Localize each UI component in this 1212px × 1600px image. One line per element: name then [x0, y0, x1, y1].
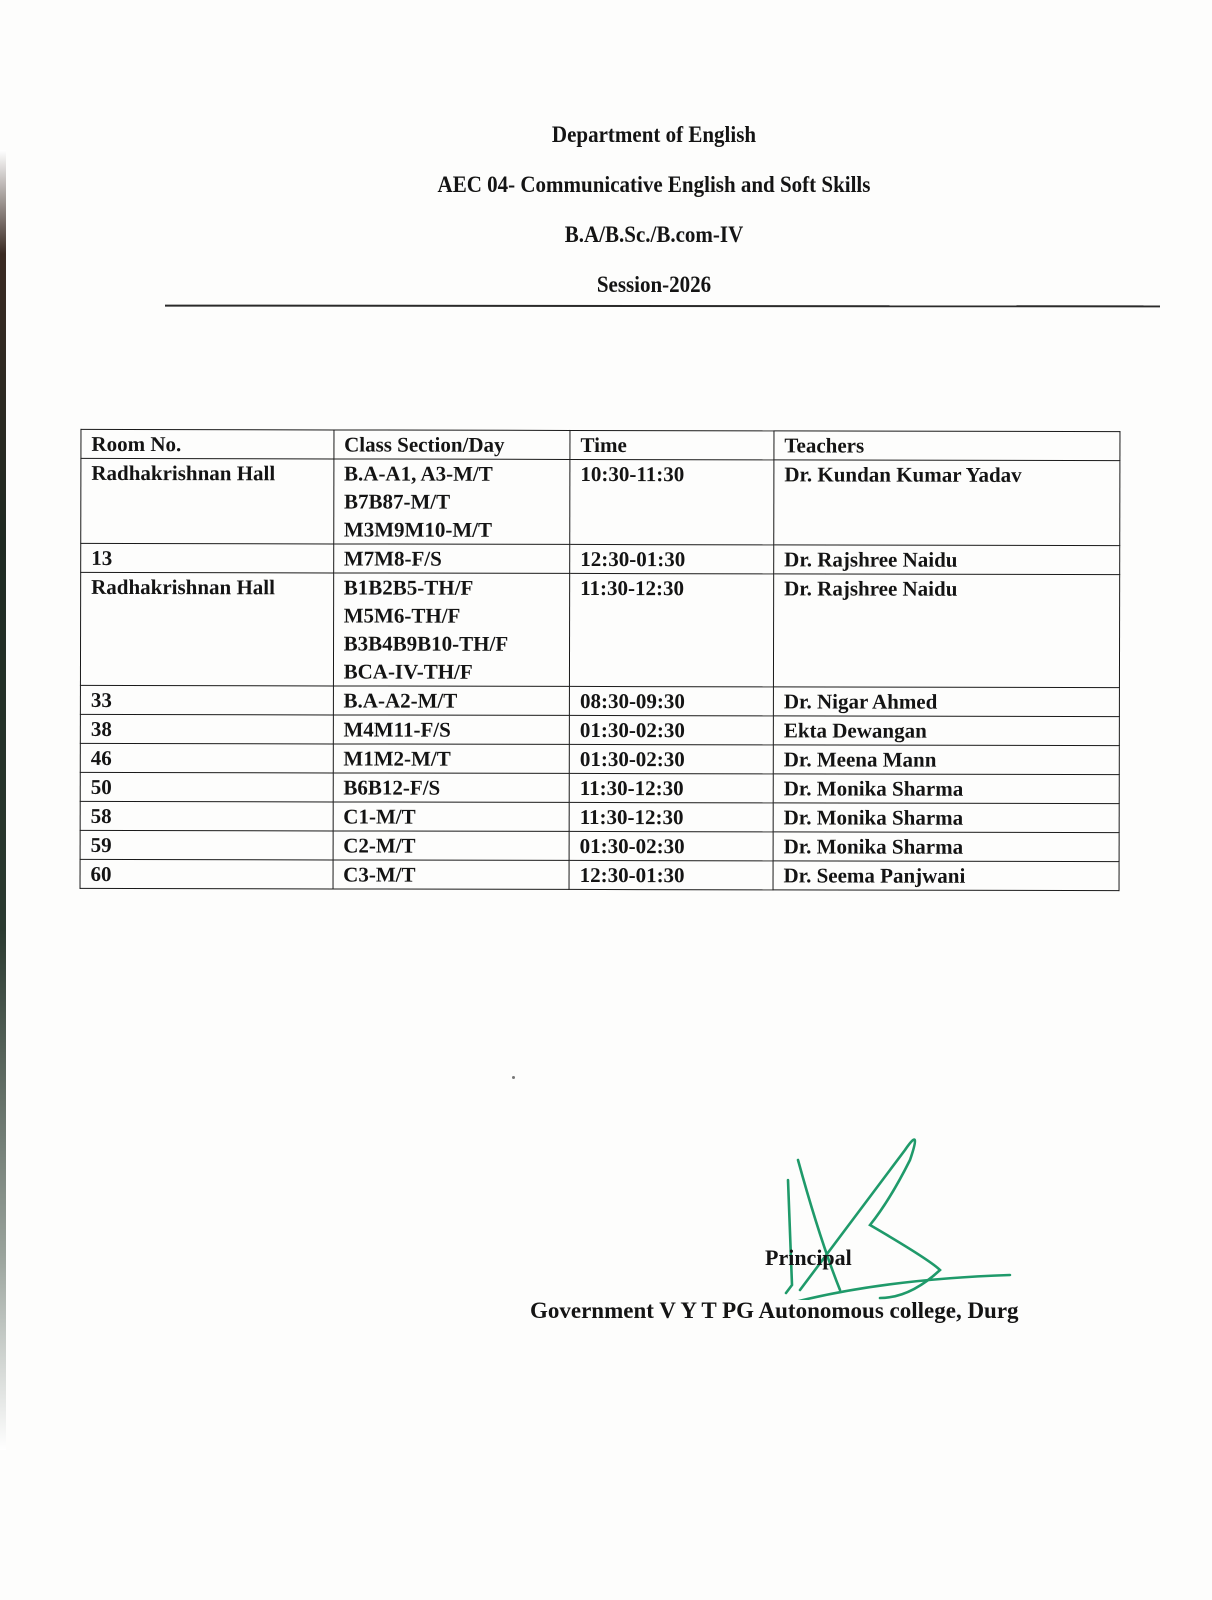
class-section-entry: C1-M/T: [343, 804, 416, 829]
class-section-entry: M7M8-F/S: [343, 546, 442, 571]
cell-room: 58: [80, 801, 333, 831]
timetable: [80, 429, 1121, 891]
cell-room: 60: [80, 859, 333, 889]
cell-class-section: [333, 831, 569, 860]
cell-class-section: [333, 573, 570, 686]
cell-teacher: Ekta Dewangan: [773, 716, 1119, 746]
cell-teacher: Dr. Nigar Ahmed: [773, 687, 1119, 717]
class-section-entry: M5M6-TH/F: [343, 603, 461, 628]
table-row: [81, 543, 1120, 574]
cell-time: 12:30-01:30: [570, 544, 774, 573]
cell-class-section: [333, 802, 569, 831]
class-section-entry: C3-M/T: [343, 862, 416, 887]
cell-teacher: Dr. Meena Mann: [773, 745, 1119, 775]
cell-teacher: Dr. Kundan Kumar Yadav: [774, 460, 1120, 546]
timetable-body: [80, 458, 1120, 890]
cell-class-section: [333, 715, 569, 744]
table-row: [81, 458, 1120, 545]
principal-signature: [740, 1130, 1040, 1300]
column-header-teachers: Teachers: [774, 431, 1120, 461]
table-row: [80, 859, 1119, 890]
cell-class-section: [333, 544, 569, 573]
cell-room: 38: [80, 714, 333, 744]
cell-teacher: Dr. Monika Sharma: [773, 832, 1119, 862]
class-section-entry: BCA-IV-TH/F: [343, 659, 473, 684]
cell-time: 01:30-02:30: [569, 744, 773, 773]
cell-class-section: [333, 686, 569, 715]
table-row: [80, 772, 1119, 803]
class-section-entry: B1B2B5-TH/F: [343, 575, 474, 600]
institution-name: Government V Y T PG Autonomous college, Durg: [530, 1298, 1019, 1323]
class-section-entry: B3B4B9B10-TH/F: [343, 631, 509, 656]
class-section-entry: B7B87-M/T: [343, 489, 451, 514]
cell-time: 11:30-12:30: [569, 802, 773, 831]
table-row: [80, 830, 1119, 861]
document-header: [0, 118, 1212, 318]
column-header-class-section: Class Section/Day: [334, 430, 570, 459]
column-header-time: Time: [570, 430, 774, 459]
signature-block: [520, 1130, 1140, 1350]
cell-room: 33: [80, 685, 333, 715]
cell-class-section: [333, 860, 569, 889]
table-row: [80, 685, 1119, 716]
class-section-entry: M1M2-M/T: [343, 746, 451, 771]
table-row: [80, 714, 1119, 745]
cell-room: 59: [80, 830, 333, 860]
column-header-room: Room No.: [81, 429, 334, 459]
cell-time: 11:30-12:30: [569, 573, 773, 686]
class-section-entry: B.A-A2-M/T: [343, 688, 458, 713]
cell-teacher: Dr. Monika Sharma: [773, 774, 1119, 804]
class-section-entry: C2-M/T: [343, 833, 416, 858]
cell-room: 46: [80, 743, 333, 773]
photo-edge-shadow: [0, 150, 6, 1450]
cell-room: 50: [80, 772, 333, 802]
cell-class-section: [333, 773, 569, 802]
table-row: [80, 743, 1119, 774]
session-title: Session-2026: [596, 271, 712, 298]
cell-time: 08:30-09:30: [569, 686, 773, 715]
cell-teacher: Dr. Rajshree Naidu: [773, 574, 1119, 688]
table-row: [80, 572, 1119, 687]
cell-room: 13: [81, 543, 334, 573]
cell-time: 10:30-11:30: [570, 459, 774, 544]
table-row: [80, 801, 1119, 832]
cell-class-section: [333, 459, 570, 544]
cell-time: 01:30-02:30: [569, 715, 773, 744]
cell-time: 01:30-02:30: [569, 831, 773, 860]
cell-teacher: Dr. Monika Sharma: [773, 803, 1119, 833]
cell-class-section: [333, 744, 569, 773]
department-title: Department of English: [551, 121, 757, 148]
table-header-row: [81, 429, 1120, 460]
class-section-entry: M3M9M10-M/T: [343, 517, 493, 542]
class-section-entry: B6B12-F/S: [343, 775, 441, 800]
class-section-entry: M4M11-F/S: [343, 717, 451, 742]
cell-time: 11:30-12:30: [569, 773, 773, 802]
principal-label: Principal: [765, 1245, 852, 1270]
class-section-entry: B.A-A1, A3-M/T: [344, 461, 493, 486]
paper-speck: [512, 1076, 515, 1079]
course-title: AEC 04- Communicative English and Soft Skills: [437, 171, 871, 198]
cell-time: 12:30-01:30: [569, 860, 773, 889]
cell-room: Radhakrishnan Hall: [81, 458, 334, 544]
cell-teacher: Dr. Seema Panjwani: [773, 861, 1119, 891]
cell-room: Radhakrishnan Hall: [80, 572, 333, 686]
cell-teacher: Dr. Rajshree Naidu: [774, 545, 1120, 575]
programme-title: B.A/B.Sc./B.com-IV: [564, 221, 744, 248]
